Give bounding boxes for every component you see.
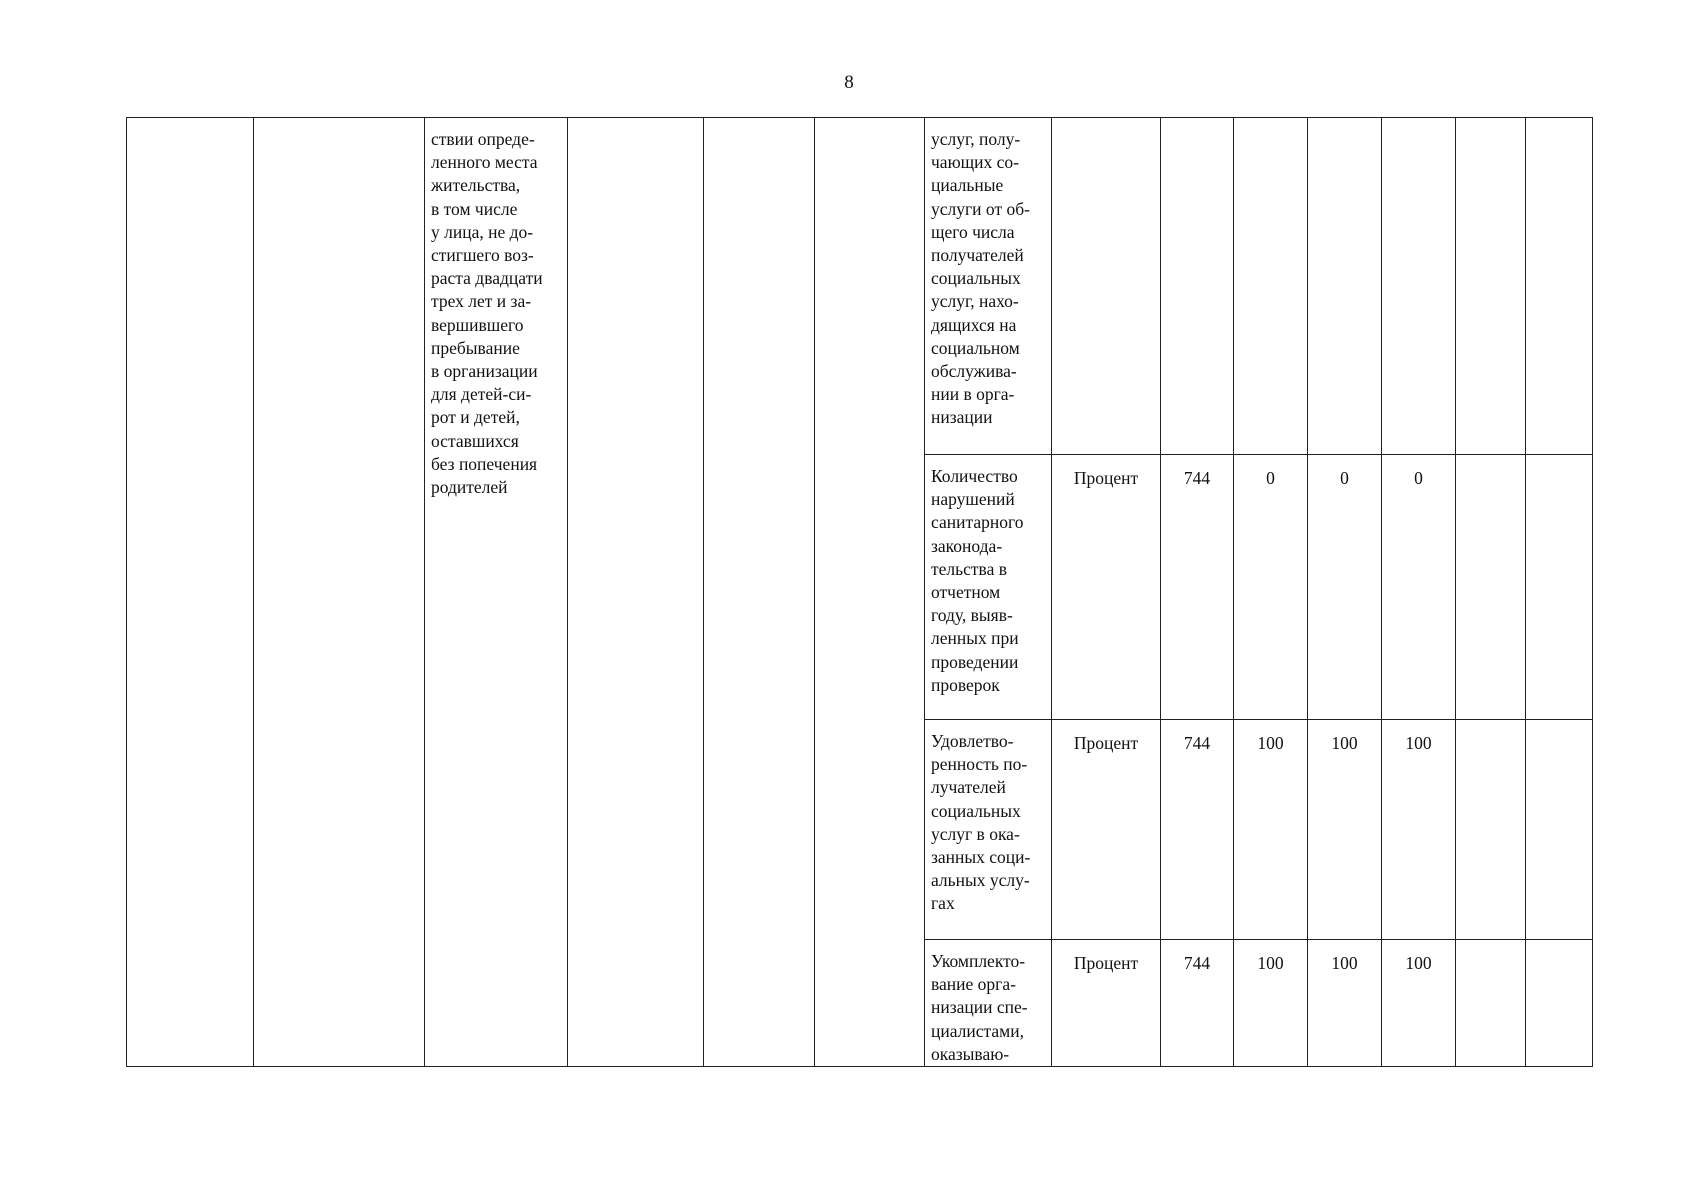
- text-line: вершившего: [431, 314, 524, 335]
- text-line: родителей: [431, 477, 508, 498]
- unit-cell: Процент: [1052, 455, 1161, 720]
- text-line: в организации: [431, 361, 538, 382]
- text-line: у лица, не до-: [431, 221, 534, 242]
- text-line: ренность по-: [931, 754, 1028, 775]
- text-line: проведении: [931, 651, 1019, 672]
- text-line: рот и детей,: [431, 407, 520, 428]
- okei-code-cell: 744: [1161, 720, 1234, 940]
- value-year-2-cell: [1308, 118, 1382, 455]
- text-line: Укомплекто-: [931, 951, 1026, 971]
- indicator-name-cell: [925, 118, 1052, 455]
- text-line: услуг в ока-: [931, 823, 1020, 844]
- text-line: законода-: [931, 535, 1003, 556]
- text-line: проверок: [931, 674, 1000, 695]
- unit-cell: [1052, 118, 1161, 455]
- deviation-absolute-cell: [1526, 720, 1593, 940]
- table-row: [127, 118, 1593, 455]
- deviation-absolute-cell: [1526, 940, 1593, 1067]
- registry-number-cell: [127, 118, 254, 1067]
- text-line: низации: [931, 407, 993, 428]
- empty-cell: [815, 118, 925, 1067]
- text-line: жительства,: [431, 175, 521, 196]
- value-year-2-cell: 100: [1308, 720, 1382, 940]
- okei-code-cell: 744: [1161, 455, 1234, 720]
- text-line: лучателей: [931, 777, 1006, 798]
- text-line: чающих со-: [931, 152, 1019, 173]
- text-line: санитарного: [931, 512, 1024, 533]
- text-line: ленного места: [431, 152, 538, 173]
- value-year-2-cell: 100: [1308, 940, 1382, 1067]
- text-line: нарушений: [931, 489, 1015, 510]
- text-line: оказываю-: [931, 1043, 1010, 1064]
- deviation-percent-cell: [1456, 940, 1526, 1067]
- text-line: трех лет и за-: [431, 291, 532, 312]
- unit-cell: Процент: [1052, 940, 1161, 1067]
- value-year-1-cell: 100: [1234, 720, 1308, 940]
- text-line: социальном: [931, 337, 1020, 358]
- value-year-3-cell: 0: [1382, 455, 1456, 720]
- unit-cell: Процент: [1052, 720, 1161, 940]
- text-line: низации спе-: [931, 997, 1028, 1018]
- text-line: нии в орга-: [931, 384, 1015, 405]
- text-line: услуги от об-: [931, 198, 1030, 219]
- deviation-absolute-cell: [1526, 118, 1593, 455]
- text-line: гах: [931, 893, 955, 914]
- value-year-3-cell: 100: [1382, 940, 1456, 1067]
- okei-code-cell: [1161, 118, 1234, 455]
- value-year-1-cell: [1234, 118, 1308, 455]
- empty-cell: [568, 118, 704, 1067]
- text-line: отчетном: [931, 582, 1001, 603]
- text-line: Удовлетво-: [931, 731, 1014, 751]
- text-line: циальные: [931, 175, 1004, 196]
- text-line: занных соци-: [931, 847, 1031, 868]
- indicator-name-cell: [925, 940, 1052, 1067]
- text-line: услуг, полу-: [931, 129, 1021, 149]
- value-year-2-cell: 0: [1308, 455, 1382, 720]
- text-line: социальных: [931, 268, 1021, 289]
- text-line: услуг, нахо-: [931, 291, 1019, 312]
- deviation-percent-cell: [1456, 720, 1526, 940]
- text-line: для детей-си-: [431, 384, 532, 405]
- text-line: обслужива-: [931, 361, 1017, 382]
- deviation-percent-cell: [1456, 455, 1526, 720]
- text-line: оставшихся: [431, 430, 519, 451]
- text-line: вание орга-: [931, 974, 1016, 995]
- deviation-absolute-cell: [1526, 455, 1593, 720]
- text-line: циалистами,: [931, 1020, 1024, 1041]
- text-line: получателей: [931, 245, 1024, 266]
- text-line: ствии опреде-: [431, 129, 535, 149]
- indicator-name-cell: [925, 720, 1052, 940]
- okei-code-cell: 744: [1161, 940, 1234, 1067]
- deviation-percent-cell: [1456, 118, 1526, 455]
- service-content-cell: [254, 118, 425, 1067]
- text-line: тельства в: [931, 558, 1007, 579]
- text-line: альных услу-: [931, 870, 1030, 891]
- text-line: раста двадцати: [431, 268, 543, 289]
- text-line: в том числе: [431, 198, 518, 219]
- text-line: году, выяв-: [931, 605, 1013, 626]
- value-year-1-cell: 100: [1234, 940, 1308, 1067]
- text-line: пребывание: [431, 337, 520, 358]
- value-year-3-cell: [1382, 118, 1456, 455]
- value-year-1-cell: 0: [1234, 455, 1308, 720]
- text-line: Количество: [931, 466, 1018, 486]
- value-year-3-cell: 100: [1382, 720, 1456, 940]
- text-line: без попечения: [431, 453, 538, 474]
- text-line: щего числа: [931, 221, 1015, 242]
- service-conditions-cell: [425, 118, 568, 1067]
- text-line: социальных: [931, 800, 1021, 821]
- indicator-name-cell: [925, 455, 1052, 720]
- text-line: стигшего воз-: [431, 245, 534, 266]
- empty-cell: [704, 118, 815, 1067]
- page-number: 8: [844, 72, 854, 93]
- text-line: дящихся на: [931, 314, 1017, 335]
- text-line: ленных при: [931, 628, 1019, 649]
- state-assignment-table: [126, 117, 1593, 1067]
